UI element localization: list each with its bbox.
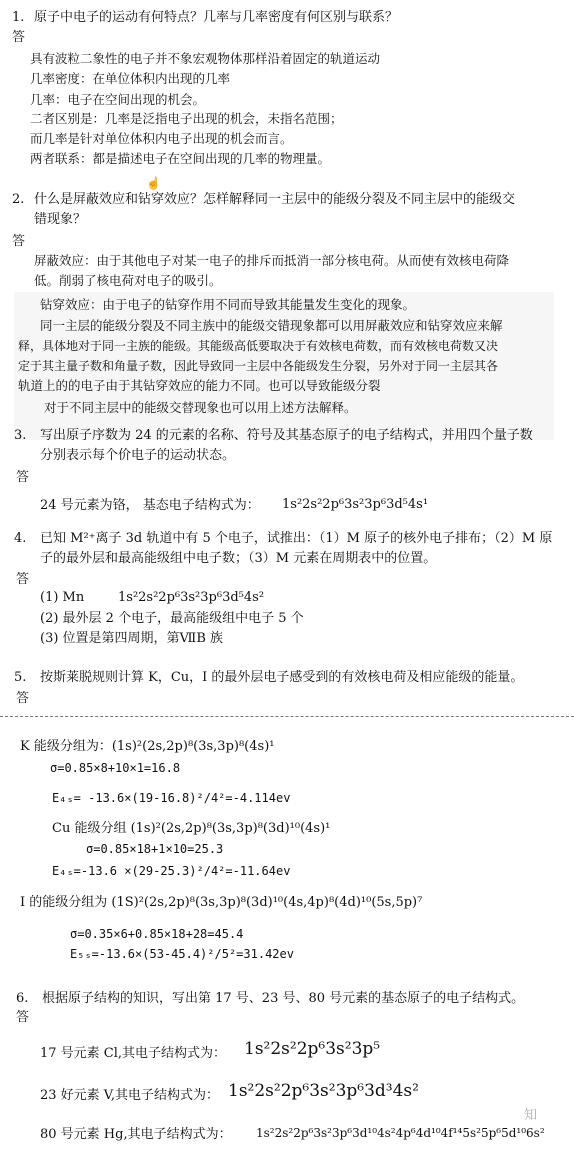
q2-answer-line: 屏蔽效应：由于其他电子对某一电子的排斥而抵消一部分核电荷。从而使有效核电荷降 (34, 253, 510, 268)
q1-answer-line: 几率：电子在空间出现的机会。 (30, 92, 206, 107)
q2-answer-line: 低。削弱了核电荷对电子的吸引。 (34, 273, 222, 288)
q2-answer-line: 定于其主量子数和角量子数，因此导致同一主层中各能级发生分裂，另外对于同一主层其各 (18, 359, 499, 373)
k-energy: E₄ₛ= -13.6×(19-16.8)²/4²=-4.114ev (52, 791, 291, 805)
q2-answer-line: 释，具体地对于同一主族的能级。其能级高低要取决于有效核电荷数，而有效核电荷数又决 (18, 339, 499, 353)
element-17-label: 17 号元素 Cl,其电子结构式为： (40, 1046, 227, 1061)
q2-answer-line: 同一主层的能级分裂及不同主族中的能级交错现象都可以用屏蔽效应和钻穿效应来解 (40, 318, 503, 333)
q4-question-line2: 子的最外层和最高能级组中电子数；（3）M 元素在周期表中的位置。 (40, 551, 437, 566)
q2-question-line2: 错现象？ (34, 212, 87, 227)
q4-answer-1-label: (1) Mn (40, 590, 85, 605)
q6-answer-label: 答 (16, 1010, 30, 1025)
q4-answer-label: 答 (16, 572, 30, 587)
q5-number: 5. (14, 670, 27, 685)
q2-answer-label: 答 (12, 234, 26, 249)
element-80-label: 80 号元素 Hg,其电子结构式为： (40, 1127, 232, 1142)
q1-answer-line: 而几率是针对单位体积内电子出现的机会而言。 (30, 131, 293, 146)
q2-answer-line: 对于不同主层中的能级交替现象也可以用上述方法解释。 (44, 400, 357, 415)
q6-number: 6. (16, 991, 29, 1006)
cu-energy: E₄ₛ=-13.6 ×(29-25.3)²/4²=-11.64ev (52, 864, 291, 878)
element-80-config: 1s²2s²2p⁶3s²3p⁶3d¹⁰4s²4p⁶4d¹⁰4f¹⁴5s²5p⁶5d¹⁰6s² (256, 1126, 545, 1140)
cu-sigma: σ=0.85×18+1×10=25.3 (86, 842, 224, 856)
q4-answer-1-config: 1s²2s²2p⁶3s²3p⁶3d⁵4s² (118, 590, 265, 605)
q1-question: 原子中电子的运动有何特点？几率与几率密度有何区别与联系？ (34, 10, 399, 25)
q1-answer-label: 答 (12, 30, 26, 45)
q1-answer-line: 二者区别是：几率是泛指电子出现的机会，未指名范围； (30, 111, 343, 126)
q4-question-line1: 已知 M²⁺离子 3d 轨道中有 5 个电子，试推出：（1）M 原子的核外电子排布；（2）M 原 (40, 531, 553, 546)
k-level-groups: K 能级分组为：(1s)²(2s,2p)⁸(3s,3p)⁸(4s)¹ (20, 739, 275, 754)
q3-answer-text: 24 号元素为铬， 基态电子结构式为： (40, 498, 260, 513)
watermark-logo: 知 (524, 1108, 538, 1123)
page-break-divider (0, 716, 574, 717)
q5-question: 按斯莱脱规则计算 K，Cu，I 的最外层电子感受到的有效核电荷及相应能级的能量。 (40, 670, 524, 685)
q1-answer-line: 具有波粒二象性的电子并不象宏观物体那样沿着固定的轨道运动 (30, 51, 381, 66)
i-sigma: σ=0.35×6+0.85×18+28=45.4 (70, 927, 244, 941)
q1-number: 1. (12, 10, 25, 25)
i-energy: E₅ₛ=-13.6×(53-45.4)²/5²=31.42ev (70, 947, 294, 961)
q3-question-line2: 分别表示每个价电子的运动状态。 (40, 448, 236, 463)
q3-question-line1: 写出原子序数为 24 的元素的名称、符号及其基态原子的电子结构式，并用四个量子数 (40, 428, 533, 443)
element-23-label: 23 好元素 V,其电子结构式为： (40, 1088, 220, 1103)
q1-answer-line: 几率密度：在单位体积内出现的几率 (30, 71, 231, 86)
q4-answer-3: (3) 位置是第四周期，第ⅦB 族 (40, 631, 224, 646)
i-level-groups: I 的能级分组为 (1S)²(2s,2p)⁸(3s,3p)⁸(3d)¹⁰(4s,4p)⁸(4d)¹⁰(5s,5p)⁷ (20, 895, 423, 910)
q3-electron-config: 1s²2s²2p⁶3s²3p⁶3d⁵4s¹ (282, 497, 429, 512)
k-sigma: σ=0.85×8+10×1=16.8 (50, 761, 181, 775)
cursor-hand-icon: ☝ (146, 176, 161, 190)
element-23-config: 1s²2s²2p⁶3s²3p⁶3d³4s² (228, 1081, 419, 1101)
q3-answer-label: 答 (16, 470, 30, 485)
q4-answer-2: (2) 最外层 2 个电子，最高能级组中电子 5 个 (40, 611, 304, 626)
q5-answer-label: 答 (16, 691, 30, 706)
q2-question-line1: 什么是屏蔽效应和钻穿效应？怎样解释同一主层中的能级分裂及不同主层中的能级交 (34, 192, 516, 207)
q3-number: 3. (14, 428, 27, 443)
element-17-config: 1s²2s²2p⁶3s²3p⁵ (244, 1039, 381, 1059)
q1-answer-line: 两者联系：都是描述电子在空间出现的几率的物理量。 (30, 151, 331, 166)
q2-number: 2. (12, 192, 25, 207)
q6-question: 根据原子结构的知识，写出第 17 号、23 号、80 号元素的基态原子的电子结构式。 (42, 991, 525, 1006)
q4-number: 4. (14, 531, 27, 546)
q2-answer-line: 钻穿效应：由于电子的钻穿作用不同而导致其能量发生变化的现象。 (40, 297, 416, 312)
q2-answer-line: 轨道上的的电子由于其钻穿效应的能力不同。也可以导致能级分裂 (18, 378, 381, 393)
cu-level-groups: Cu 能级分组 (1s)²(2s,2p)⁸(3s,3p)⁸(3d)¹⁰(4s)¹ (52, 821, 331, 836)
